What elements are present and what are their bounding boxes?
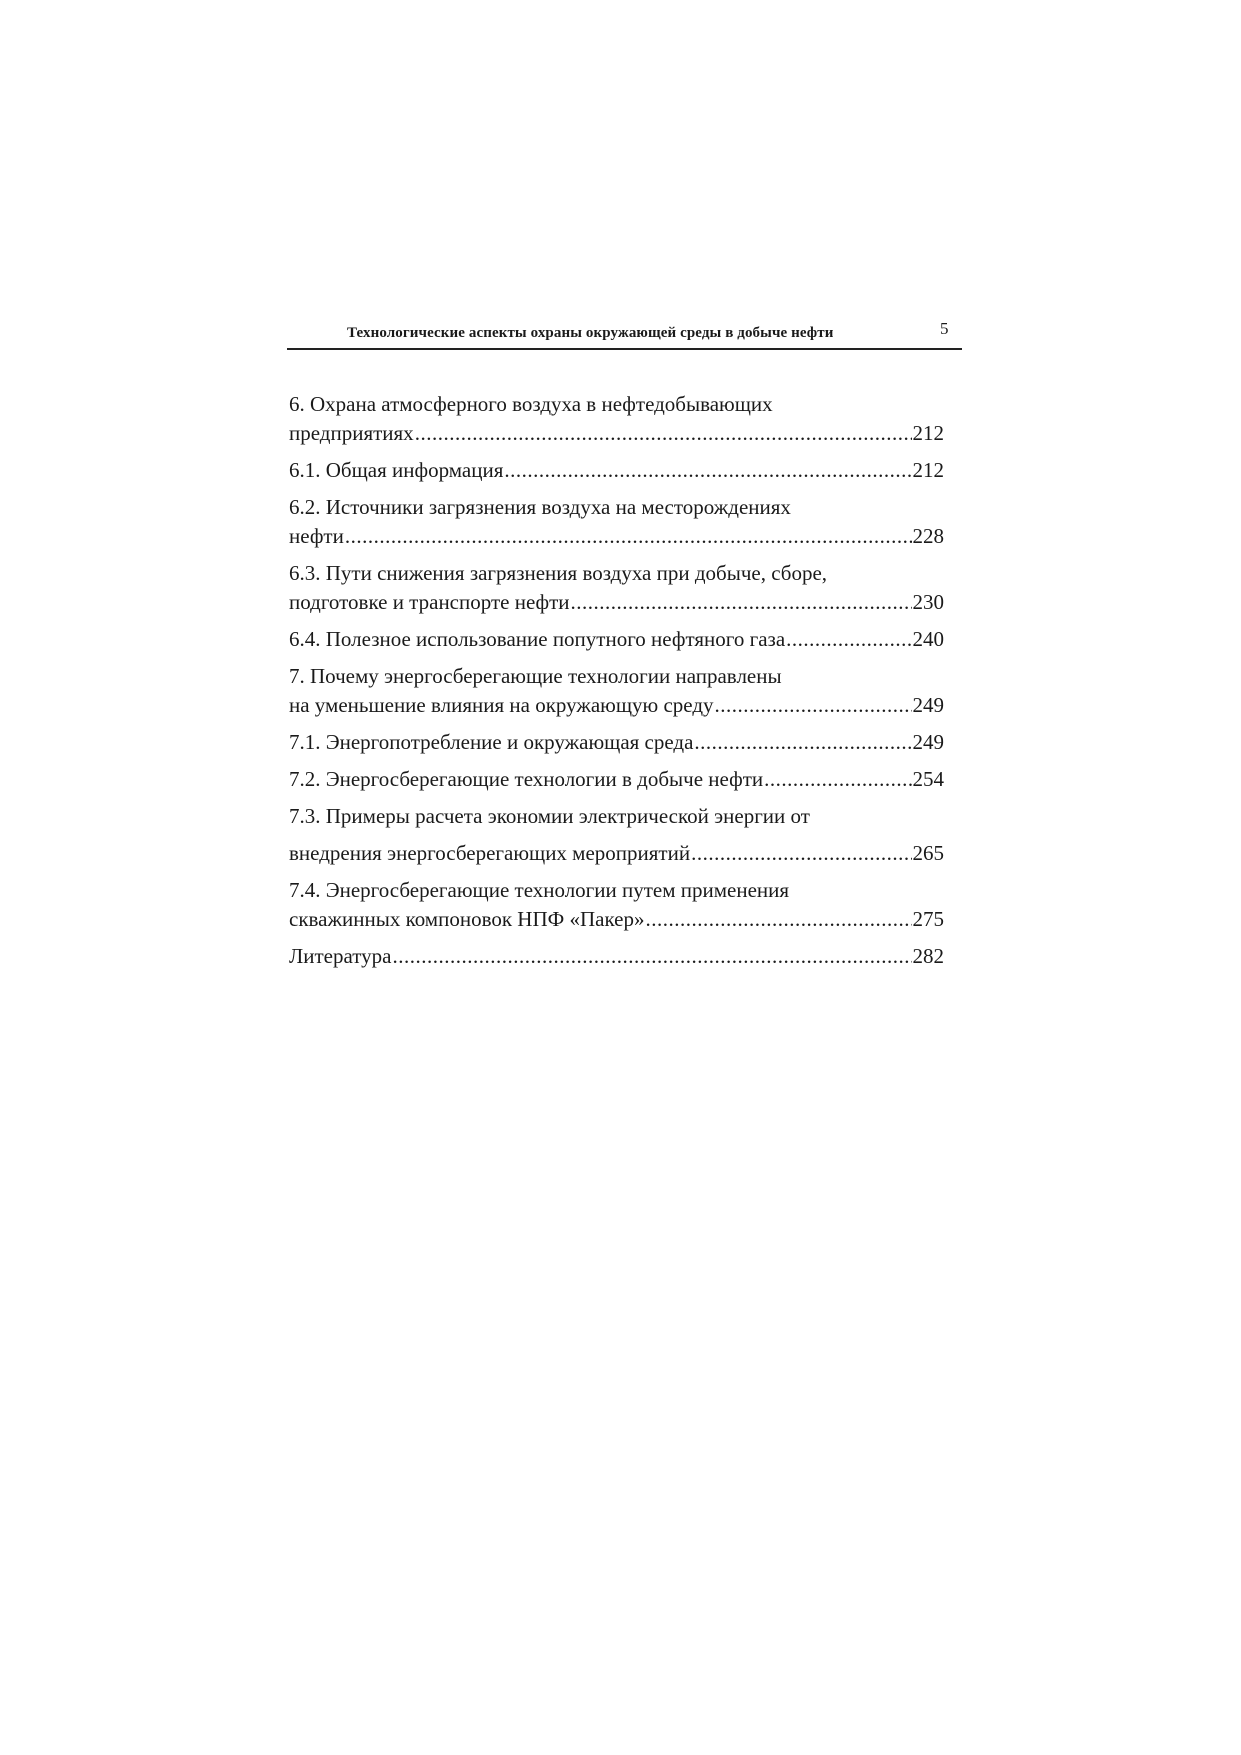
toc-page-ref: 282 <box>912 944 944 968</box>
toc-entry-line: 6.2. Источники загрязнения воздуха на месторождениях <box>289 495 791 519</box>
leader-dots <box>645 905 911 934</box>
leader-dots <box>504 456 911 485</box>
toc-entry-title: на уменьшение влияния на окружающую среду <box>289 693 714 717</box>
running-header-title: Технологические аспекты охраны окружающей среды в добыче нефти <box>347 325 834 341</box>
toc-page-ref: 275 <box>912 907 944 931</box>
leader-dots <box>345 522 912 551</box>
toc-entry-title: подготовке и транспорте нефти <box>289 590 570 614</box>
toc-entry-line: 7. Почему энергосберегающие технологии направлены <box>289 664 782 688</box>
toc-page-ref: 230 <box>912 590 944 614</box>
toc-page-ref: 249 <box>912 730 944 754</box>
leader-dots <box>571 588 912 617</box>
running-header <box>287 318 962 350</box>
toc-entry-7-2[interactable] <box>289 765 944 794</box>
toc-entry-title: 6.1. Общая информация <box>289 458 504 482</box>
toc-entry-title: скважинных компоновок НПФ «Пакер» <box>289 907 645 931</box>
table-of-contents <box>289 390 944 979</box>
leader-dots <box>392 942 911 971</box>
toc-entry-6-1[interactable] <box>289 456 944 485</box>
toc-page-ref: 228 <box>912 524 944 548</box>
toc-entry-6[interactable] <box>289 390 944 448</box>
toc-entry-title: Литература <box>289 944 392 968</box>
toc-page-ref: 249 <box>912 693 944 717</box>
toc-entry-title: 6.4. Полезное использование попутного нефтяного газа <box>289 627 786 651</box>
leader-dots <box>691 839 911 868</box>
page-number: 5 <box>940 319 949 338</box>
toc-entry-title: нефти <box>289 524 344 548</box>
toc-entry-line: 7.3. Примеры расчета экономии электрической энергии от <box>289 804 810 828</box>
toc-entry-7-4[interactable] <box>289 876 944 934</box>
leader-dots <box>715 691 912 720</box>
toc-entry-literature[interactable] <box>289 942 944 971</box>
toc-page-ref: 212 <box>912 421 944 445</box>
toc-page-ref: 254 <box>912 767 944 791</box>
toc-entry-6-2[interactable] <box>289 493 944 551</box>
toc-entry-title: 7.1. Энергопотребление и окружающая среда <box>289 730 694 754</box>
toc-page-ref: 240 <box>912 627 944 651</box>
toc-entry-6-4[interactable] <box>289 625 944 654</box>
toc-entry-title: внедрения энергосберегающих мероприятий <box>289 841 691 865</box>
leader-dots <box>786 625 911 654</box>
toc-entry-line: 7.4. Энергосберегающие технологии путем применения <box>289 878 790 902</box>
toc-entry-line: 6. Охрана атмосферного воздуха в нефтедобывающих <box>289 392 773 416</box>
toc-entry-title: 7.2. Энергосберегающие технологии в добыче нефти <box>289 767 764 791</box>
toc-entry-title: предприятиях <box>289 421 414 445</box>
toc-entry-line: 6.3. Пути снижения загрязнения воздуха при добыче, сборе, <box>289 561 828 585</box>
toc-entry-7-1[interactable] <box>289 728 944 757</box>
toc-page-ref: 265 <box>912 841 944 865</box>
toc-entry-7[interactable] <box>289 662 944 720</box>
leader-dots <box>694 728 911 757</box>
toc-entry-7-3[interactable] <box>289 802 944 868</box>
leader-dots <box>764 765 911 794</box>
leader-dots <box>415 419 912 448</box>
toc-page-ref: 212 <box>912 458 944 482</box>
toc-entry-6-3[interactable] <box>289 559 944 617</box>
